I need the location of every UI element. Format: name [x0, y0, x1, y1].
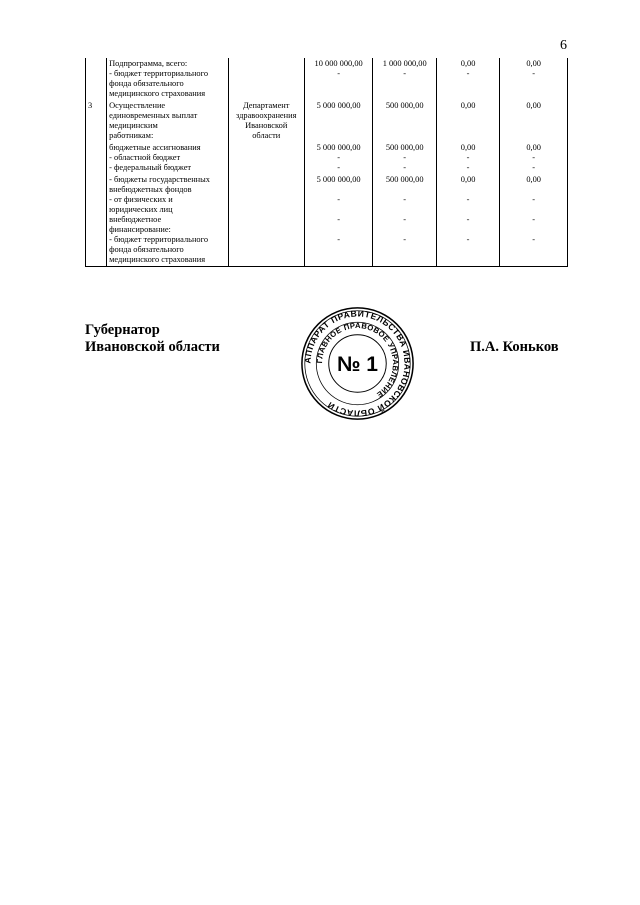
- table-cell-dept: [228, 100, 304, 142]
- cell-line: области: [252, 131, 281, 140]
- cell-line: - областной бюджет: [109, 153, 181, 162]
- table-cell-v3: [436, 100, 499, 142]
- table-cell-v1: [304, 174, 373, 267]
- cell-line: -: [466, 195, 470, 204]
- cell-line: [439, 205, 497, 215]
- cell-line: внебюджетных фондов: [109, 185, 192, 194]
- cell-line: работникам:: [109, 131, 154, 140]
- cell-line: бюджетные ассигнования: [109, 143, 201, 152]
- cell-line: -: [466, 235, 470, 244]
- cell-line: 0,00: [526, 101, 541, 110]
- table-cell-v1: [304, 142, 373, 174]
- table-cell-name: [107, 142, 229, 174]
- signature-title-line2: Ивановской области: [85, 339, 220, 355]
- cell-line: -: [403, 153, 407, 162]
- cell-line: -: [337, 215, 341, 224]
- cell-line: 500 000,00: [385, 175, 424, 184]
- cell-line: Департамент: [242, 101, 290, 110]
- cell-line: -: [532, 235, 536, 244]
- cell-line: 0,00: [460, 175, 476, 184]
- cell-line: [502, 225, 565, 235]
- page-number: 6: [560, 38, 567, 53]
- cell-line: [375, 205, 433, 215]
- cell-line: финансирование:: [109, 225, 171, 234]
- table-cell-name: [107, 174, 229, 267]
- table-cell-num: [86, 58, 107, 100]
- table-cell-v4: [500, 58, 568, 100]
- cell-line: 0,00: [460, 143, 476, 152]
- table-cell-dept: [228, 174, 304, 267]
- cell-line: -: [403, 235, 407, 244]
- cell-line: -: [337, 163, 341, 172]
- table-row: [86, 58, 568, 100]
- cell-line: Осуществление: [109, 101, 166, 110]
- cell-line: -: [403, 69, 407, 78]
- table-cell-v4: [500, 100, 568, 142]
- signature-title-line1: Губернатор: [85, 322, 160, 338]
- cell-line: -: [532, 163, 536, 172]
- table-cell-v3: [436, 58, 499, 100]
- cell-line: [439, 225, 497, 235]
- cell-line: - бюджет территориального: [109, 235, 209, 244]
- cell-line: -: [337, 153, 341, 162]
- cell-line: -: [403, 163, 407, 172]
- table-row: [86, 174, 568, 267]
- cell-line: [307, 205, 371, 215]
- cell-line: -: [532, 195, 536, 204]
- cell-line: [375, 225, 433, 235]
- cell-line: фонда обязательного: [109, 79, 184, 88]
- table-cell-v2: [373, 58, 436, 100]
- table-cell-v2: [373, 142, 436, 174]
- table-cell-num: [86, 174, 107, 267]
- cell-line: -: [466, 153, 470, 162]
- cell-line: -: [532, 153, 536, 162]
- cell-line: -: [337, 235, 341, 244]
- cell-line: юридических лиц: [109, 205, 173, 214]
- cell-line: [502, 185, 565, 195]
- signature-title: [85, 322, 220, 356]
- cell-line: фонда обязательного: [109, 245, 184, 254]
- cell-line: -: [532, 215, 536, 224]
- cell-line: 500 000,00: [385, 101, 424, 110]
- cell-line: [502, 205, 565, 215]
- table-cell-dept: [228, 58, 304, 100]
- cell-line: [307, 185, 371, 195]
- table-cell-v1: [304, 100, 373, 142]
- cell-line: здравоохранения: [235, 111, 297, 120]
- signature-name: П.А. Коньков: [470, 339, 559, 355]
- table-cell-v3: [436, 174, 499, 267]
- table-cell-v2: [373, 174, 436, 267]
- seal-outer-text: АППАРАТ ПРАВИТЕЛЬСТВА ИВАНОВСКОЙ ОБЛАСТИ: [302, 308, 413, 419]
- cell-line: [307, 225, 371, 235]
- cell-line: 3: [88, 101, 93, 110]
- cell-line: -: [403, 195, 407, 204]
- cell-line: внебюджетное: [109, 215, 162, 224]
- table-cell-name: [107, 58, 229, 100]
- table-cell-v2: [373, 100, 436, 142]
- cell-line: - бюджеты государственных: [109, 175, 210, 184]
- cell-line: Подпрограмма, всего:: [109, 59, 188, 68]
- table-cell-name: [107, 100, 229, 142]
- cell-line: -: [403, 215, 407, 224]
- cell-line: 0,00: [526, 175, 541, 184]
- cell-line: - федеральный бюджет: [109, 163, 192, 172]
- seal-center-text: № 1: [336, 353, 379, 377]
- budget-table: [85, 58, 568, 267]
- table-cell-num: [86, 142, 107, 174]
- table-row: [86, 100, 568, 142]
- cell-line: 500 000,00: [385, 143, 424, 152]
- cell-line: - бюджет территориального: [109, 69, 209, 78]
- cell-line: -: [466, 163, 470, 172]
- cell-line: -: [337, 195, 341, 204]
- cell-line: 5 000 000,00: [316, 143, 361, 152]
- cell-line: медицинским: [109, 121, 158, 130]
- table-cell-num: [86, 100, 107, 142]
- table-row: [86, 142, 568, 174]
- cell-line: 0,00: [460, 59, 476, 68]
- cell-line: - от физических и: [109, 195, 173, 204]
- cell-line: 0,00: [526, 59, 541, 68]
- cell-line: единовременных выплат: [109, 111, 198, 120]
- cell-line: 5 000 000,00: [316, 175, 361, 184]
- table-cell-v4: [500, 142, 568, 174]
- cell-line: Ивановской: [245, 121, 288, 130]
- cell-line: медицинского страхования: [109, 89, 206, 98]
- table-cell-v3: [436, 142, 499, 174]
- table-cell-v4: [500, 174, 568, 267]
- table-cell-v1: [304, 58, 373, 100]
- cell-line: -: [466, 69, 470, 78]
- budget-table-body: [86, 58, 568, 267]
- cell-line: -: [337, 69, 341, 78]
- cell-line: [375, 185, 433, 195]
- cell-line: 0,00: [460, 101, 476, 110]
- cell-line: -: [466, 215, 470, 224]
- cell-line: 10 000 000,00: [314, 59, 363, 68]
- cell-line: [439, 185, 497, 195]
- seal-inner-text: ГЛАВНОЕ ПРАВОВОЕ УПРАВЛЕНИЕ: [314, 321, 401, 400]
- cell-line: 0,00: [526, 143, 541, 152]
- cell-line: 5 000 000,00: [316, 101, 361, 110]
- official-seal: [300, 306, 415, 421]
- cell-line: -: [532, 69, 536, 78]
- table-cell-dept: [228, 142, 304, 174]
- cell-line: медицинского страхования: [109, 255, 206, 264]
- cell-line: 1 000 000,00: [382, 59, 427, 68]
